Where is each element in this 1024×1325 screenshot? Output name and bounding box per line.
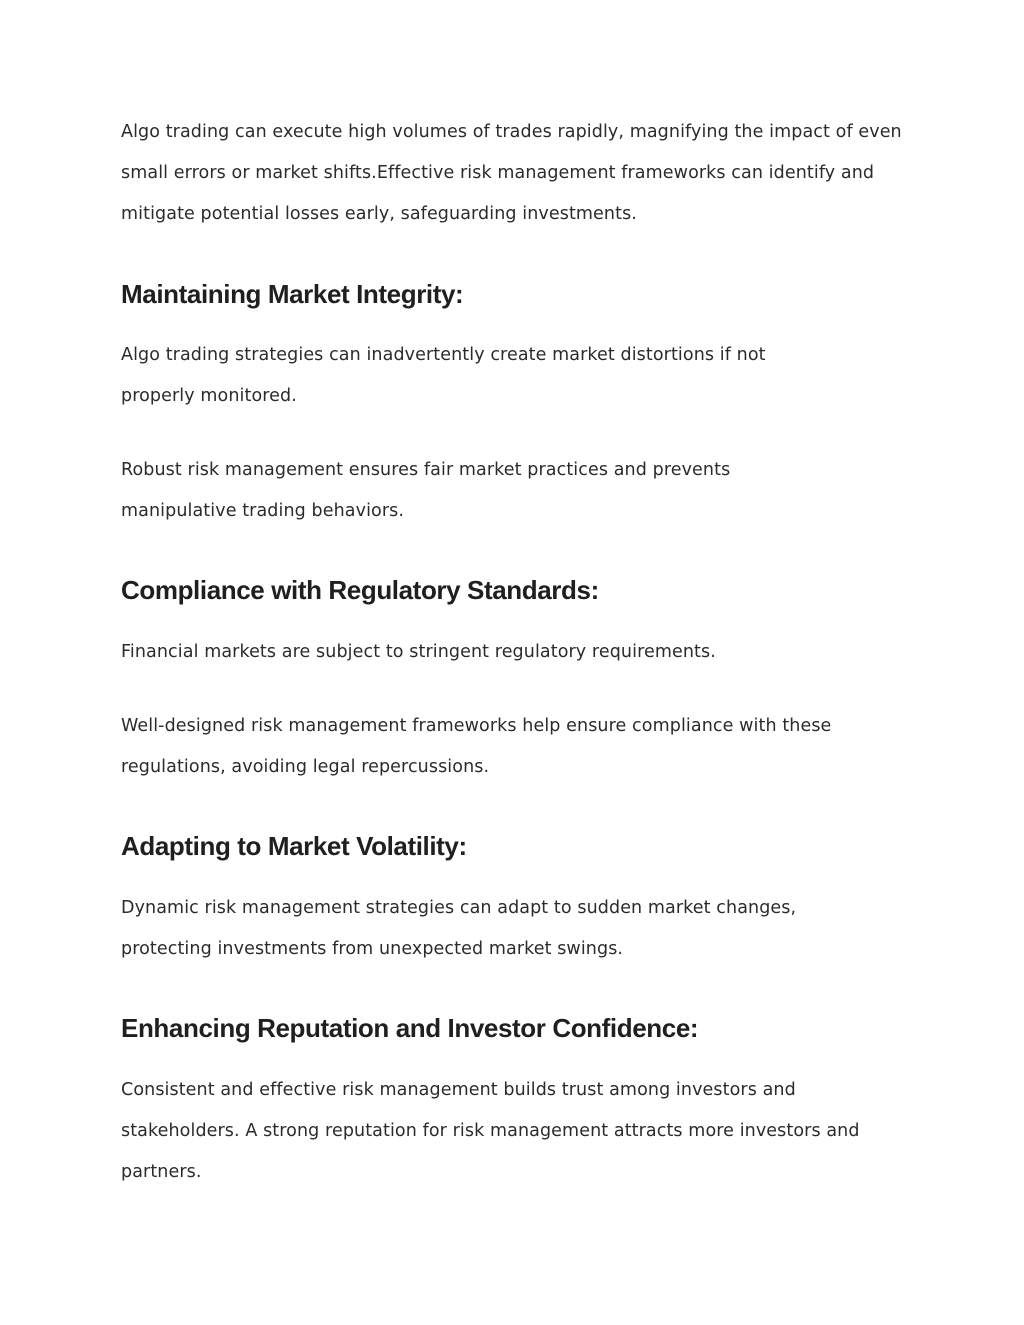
intro-block <box>121 112 911 235</box>
section-regulatory-body-2 <box>121 706 911 788</box>
section-market-volatility <box>121 830 911 862</box>
section-paragraph: Algo trading strategies can inadvertently create market distortions if not properly monitored. <box>121 345 766 406</box>
section-paragraph: Dynamic risk management strategies can adapt to sudden market changes, protecting investments from unexpected market swings. <box>121 898 797 959</box>
section-market-integrity-body-2 <box>121 450 911 532</box>
section-paragraph: Consistent and effective risk management builds trust among investors and stakeholders. A strong reputation for risk management attracts more investors and partners. <box>121 1080 860 1182</box>
section-paragraph: Well-designed risk management frameworks help ensure compliance with these regulations, avoiding legal repercussions. <box>121 716 832 777</box>
section-heading: Adapting to Market Volatility: <box>121 831 467 861</box>
section-volatility-body <box>121 888 911 970</box>
section-reputation-body <box>121 1070 911 1193</box>
section-market-integrity-body <box>121 335 911 417</box>
section-regulatory-body <box>121 632 911 673</box>
section-regulatory-compliance <box>121 574 911 606</box>
intro-paragraph: Algo trading can execute high volumes of trades rapidly, magnifying the impact of even small errors or market shifts.Effective risk management frameworks can identify and mitigate potential losses early, safeguarding investments. <box>121 122 902 224</box>
section-paragraph: Robust risk management ensures fair market practices and prevents manipulative trading behaviors. <box>121 460 731 521</box>
section-reputation <box>121 1012 911 1044</box>
section-paragraph: Financial markets are subject to stringent regulatory requirements. <box>121 642 716 662</box>
section-heading: Maintaining Market Integrity: <box>121 279 464 309</box>
section-heading: Enhancing Reputation and Investor Confidence: <box>121 1013 699 1043</box>
section-market-integrity <box>121 278 911 310</box>
section-heading: Compliance with Regulatory Standards: <box>121 575 599 605</box>
